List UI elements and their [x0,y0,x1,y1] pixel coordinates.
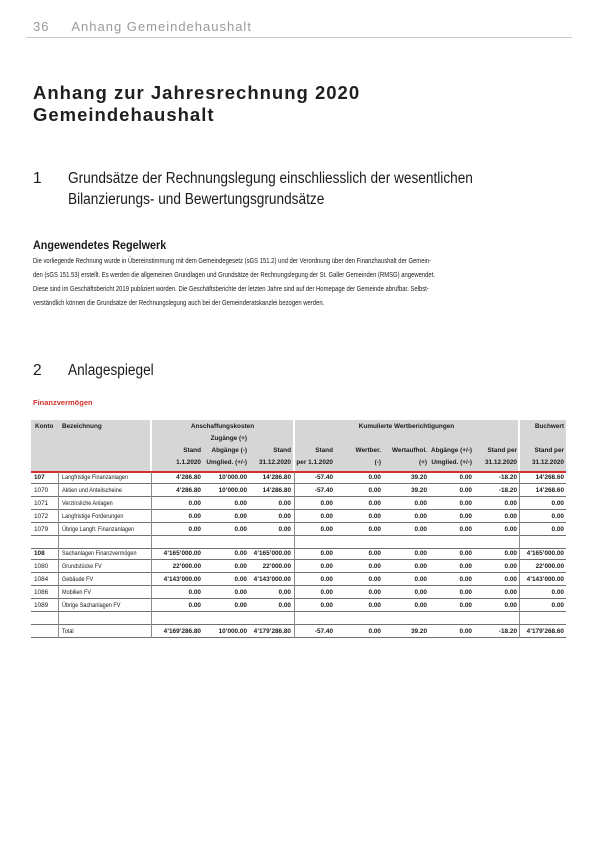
row-value: 0.00 [551,589,564,596]
row-value: 0.00 [414,513,427,520]
row-value: 0.00 [320,526,333,533]
subheading-regelwerk: Angewendetes Regelwerk [33,238,167,252]
row-value: 0.00 [414,500,427,507]
row-value: 0.00 [188,526,201,533]
column-header-line: Stand per [534,447,564,454]
column-header-line: Zugänge (+) [210,435,247,442]
column-header-line: (-) [374,459,381,466]
row-konto: 1070 [34,487,49,494]
header-bezeichnung: Bezeichnung [62,423,102,430]
section-1-title [68,168,473,210]
row-value: 0.00 [504,576,517,583]
column-header-line: Stand [315,447,333,454]
row-value: 0.00 [368,500,381,507]
row-value: -18.20 [498,628,517,635]
row-value: 39.20 [411,487,427,494]
row-value: 0.00 [459,576,472,583]
row-value: 0.00 [459,550,472,557]
row-value: 0.00 [278,589,291,596]
row-value: 14’268.60 [535,487,564,494]
row-value: 0.00 [320,563,333,570]
row-divider [31,637,566,638]
row-divider [31,585,566,586]
row-bezeichnung: Übrige Sachanlagen FV [62,602,121,609]
row-value: 10’000.00 [218,487,247,494]
row-value: 0.00 [504,526,517,533]
row-value: 0.00 [234,563,247,570]
row-divider [31,624,566,625]
row-value: 0.00 [234,576,247,583]
column-header-line: Stand [273,447,291,454]
row-divider [31,548,566,549]
section-2-number: 2 [33,362,42,379]
row-konto: 107 [34,474,45,481]
section-2-title: Anlagespiegel [68,362,154,379]
row-divider [31,611,566,612]
row-bezeichnung: Total [62,628,74,635]
row-value: 0.00 [414,550,427,557]
row-value: 4’143’000.00 [253,576,291,583]
row-value: 0.00 [459,628,472,635]
row-value: 0.00 [459,563,472,570]
row-value: 4’165’000.00 [163,550,201,557]
column-header-line: 31.12.2020 [485,459,517,466]
row-value: 0.00 [234,513,247,520]
row-value: 0.00 [278,526,291,533]
row-konto: 1071 [34,500,49,507]
row-value: 0.00 [320,513,333,520]
section-1-title-line-1: Grundsätze der Rechnungslegung einschliesslich der wesentlichen [68,170,473,187]
row-value: 0.00 [320,576,333,583]
row-bezeichnung: Gebäude FV [62,576,94,583]
row-bezeichnung: Langfristige Forderungen [62,513,124,520]
row-value: 4’143’000.00 [526,576,564,583]
row-value: 0.00 [504,602,517,609]
row-value: 0.00 [459,526,472,533]
column-header-line: Abgänge (+/-) [430,447,472,454]
row-value: 0.00 [368,526,381,533]
row-value: 0.00 [368,550,381,557]
running-header [33,19,252,34]
row-konto: 1079 [34,526,49,533]
column-header-line: (+) [419,459,427,466]
header-red-rule [31,471,566,473]
body-paragraph [33,254,525,310]
row-value: 0.00 [414,576,427,583]
column-header-line: 31.12.2020 [259,459,291,466]
row-value: 0.00 [414,589,427,596]
finanzvermoegen-label: Finanzvermögen [33,398,93,407]
column-header-line: per 1.1.2020 [296,459,333,466]
row-value: 0.00 [320,589,333,596]
row-value: 0.00 [278,513,291,520]
row-value: 0.00 [551,602,564,609]
row-value: 14’268.60 [535,474,564,481]
row-value: 0.00 [320,602,333,609]
row-value: 22’000.00 [535,563,564,570]
row-bezeichnung: Langfristige Finanzanlagen [62,474,129,481]
row-bezeichnung: Verzinsliche Anlagen [62,500,113,507]
row-value: 0.00 [504,550,517,557]
column-header-line: Abgänge (-) [211,447,247,454]
row-value: 22’000.00 [262,563,291,570]
row-value: 0.00 [188,500,201,507]
row-konto: 1086 [34,589,49,596]
column-header-line: Wertber. [355,447,381,454]
header-anschaffungskosten: Anschaffungskosten [190,423,255,430]
page-title-line-2: Gemeindehaushalt [33,104,215,125]
row-bezeichnung: Übrige Langfr. Finanzanlagen [62,526,135,533]
row-value: 0.00 [278,500,291,507]
row-konto: 1080 [34,563,49,570]
row-value: 0.00 [234,602,247,609]
row-value: 39.20 [411,474,427,481]
row-value: 4’286.80 [176,487,201,494]
row-value: -57.40 [314,474,333,481]
column-header-line: Wertaufhol. [391,447,427,454]
row-konto: 1072 [34,513,49,520]
row-value: 0.00 [368,602,381,609]
row-value: 0.00 [459,513,472,520]
row-value: 4’286.80 [176,474,201,481]
row-value: -18.20 [498,474,517,481]
row-value: 0.00 [234,526,247,533]
row-value: 0.00 [504,589,517,596]
column-header-line: Stand [183,447,201,454]
row-value: 0.00 [504,513,517,520]
row-value: 10’000.00 [218,474,247,481]
row-value: -57.40 [314,487,333,494]
paragraph-line: den (sGS 151.53) erstellt. Es werden die allgemeinen Grundlagen und Grundsätze der Rechnungslegung der St. Galler Gemeinden (RMSG) angewendet. [33,270,435,279]
row-value: 4’169’286.80 [163,628,201,635]
row-value: 0.00 [551,513,564,520]
row-divider [31,598,566,599]
running-section-title: Anhang Gemeindehaushalt [71,19,252,34]
paragraph-line: Diese sind im Geschäftsbericht 2019 publiziert worden. Die Geschäftsberichte der letzten Jahre sind auf der Homepage der Gemeinde abrufbar. Selbst- [33,284,429,293]
row-value: 10’000.00 [218,628,247,635]
header-konto: Konto [35,423,54,430]
row-value: 0.00 [320,500,333,507]
paragraph-line: Die vorliegende Rechnung wurde in Übereinstimmung mit dem Gemeindegesetz (sGS 151.2) und der Verordnung über den Finanzhaushalt der Gemein- [33,256,432,265]
row-value: 0.00 [368,513,381,520]
row-value: -57.40 [314,628,333,635]
row-value: 0.00 [414,602,427,609]
row-value: 0.00 [188,602,201,609]
row-divider [31,559,566,560]
row-value: 0.00 [368,628,381,635]
row-value: 0.00 [368,576,381,583]
row-value: 0.00 [368,563,381,570]
row-value: 0.00 [368,589,381,596]
header-divider [26,37,572,38]
page-number: 36 [33,19,50,34]
row-konto: 108 [34,550,45,557]
row-value: 0.00 [459,589,472,596]
row-value: 4’179’286.80 [253,628,291,635]
row-value: 0.00 [551,526,564,533]
header-buchwert: Buchwert [534,423,564,430]
row-divider [31,572,566,573]
row-bezeichnung: Mobilien FV [62,589,92,596]
paragraph-line: verständlich können die Grundsätze der Rechnungslegung auch bei der Gemeinderatskanzlei bezogen werden. [33,298,325,307]
row-value: 0.00 [368,487,381,494]
row-value: 0.00 [414,563,427,570]
row-konto: 1089 [34,602,49,609]
row-value: 4’165’000.00 [253,550,291,557]
row-bezeichnung: Sachanlagen Finanzvermögen [62,550,137,557]
column-header-line: 1.1.2020 [176,459,201,466]
row-bezeichnung: Grundstücke FV [62,563,102,570]
row-divider [31,496,566,497]
row-value: 22’000.00 [172,563,201,570]
page-title-line-1: Anhang zur Jahresrechnung 2020 [33,82,361,103]
row-value: 0.00 [234,589,247,596]
row-value: 0.00 [504,563,517,570]
row-value: 0.00 [414,526,427,533]
column-divider [294,472,295,638]
row-value: 14’286.80 [262,487,291,494]
section-1-title-line-2: Bilanzierungs- und Bewertungsgrundsätze [68,191,325,208]
header-kumulierte-wertberichtigungen: Kumulierte Wertberichtigungen [358,423,455,430]
row-value: 0.00 [368,474,381,481]
row-value: 39.20 [411,628,427,635]
row-value: 0.00 [459,602,472,609]
row-value: 0.00 [551,500,564,507]
row-value: 0.00 [459,500,472,507]
row-value: 4’165’000.00 [526,550,564,557]
row-konto: 1084 [34,576,49,583]
row-value: 4’179’268.60 [526,628,564,635]
column-divider [58,472,59,638]
row-value: 0.00 [459,487,472,494]
row-value: -18.20 [498,487,517,494]
row-value: 0.00 [504,500,517,507]
column-header-line: Stand per [487,447,517,454]
row-divider [31,509,566,510]
column-divider [151,472,152,638]
column-divider [519,472,520,638]
row-value: 0.00 [188,589,201,596]
row-value: 4’143’000.00 [163,576,201,583]
row-divider [31,522,566,523]
row-value: 0.00 [234,550,247,557]
row-divider [31,535,566,536]
row-value: 0.00 [459,474,472,481]
row-value: 0.00 [278,602,291,609]
section-1-number: 1 [33,170,42,187]
row-divider [31,483,566,484]
row-value: 0.00 [234,500,247,507]
row-bezeichnung: Aktien und Anteilscheine [62,487,122,494]
column-header-line: 31.12.2020 [532,459,564,466]
row-value: 0.00 [188,513,201,520]
page-title [33,82,360,126]
row-value: 14’286.80 [262,474,291,481]
column-header-line: Umglied. (+/-) [431,459,472,466]
column-header-line: Umglied. (+/-) [206,459,247,466]
row-value: 0.00 [320,550,333,557]
